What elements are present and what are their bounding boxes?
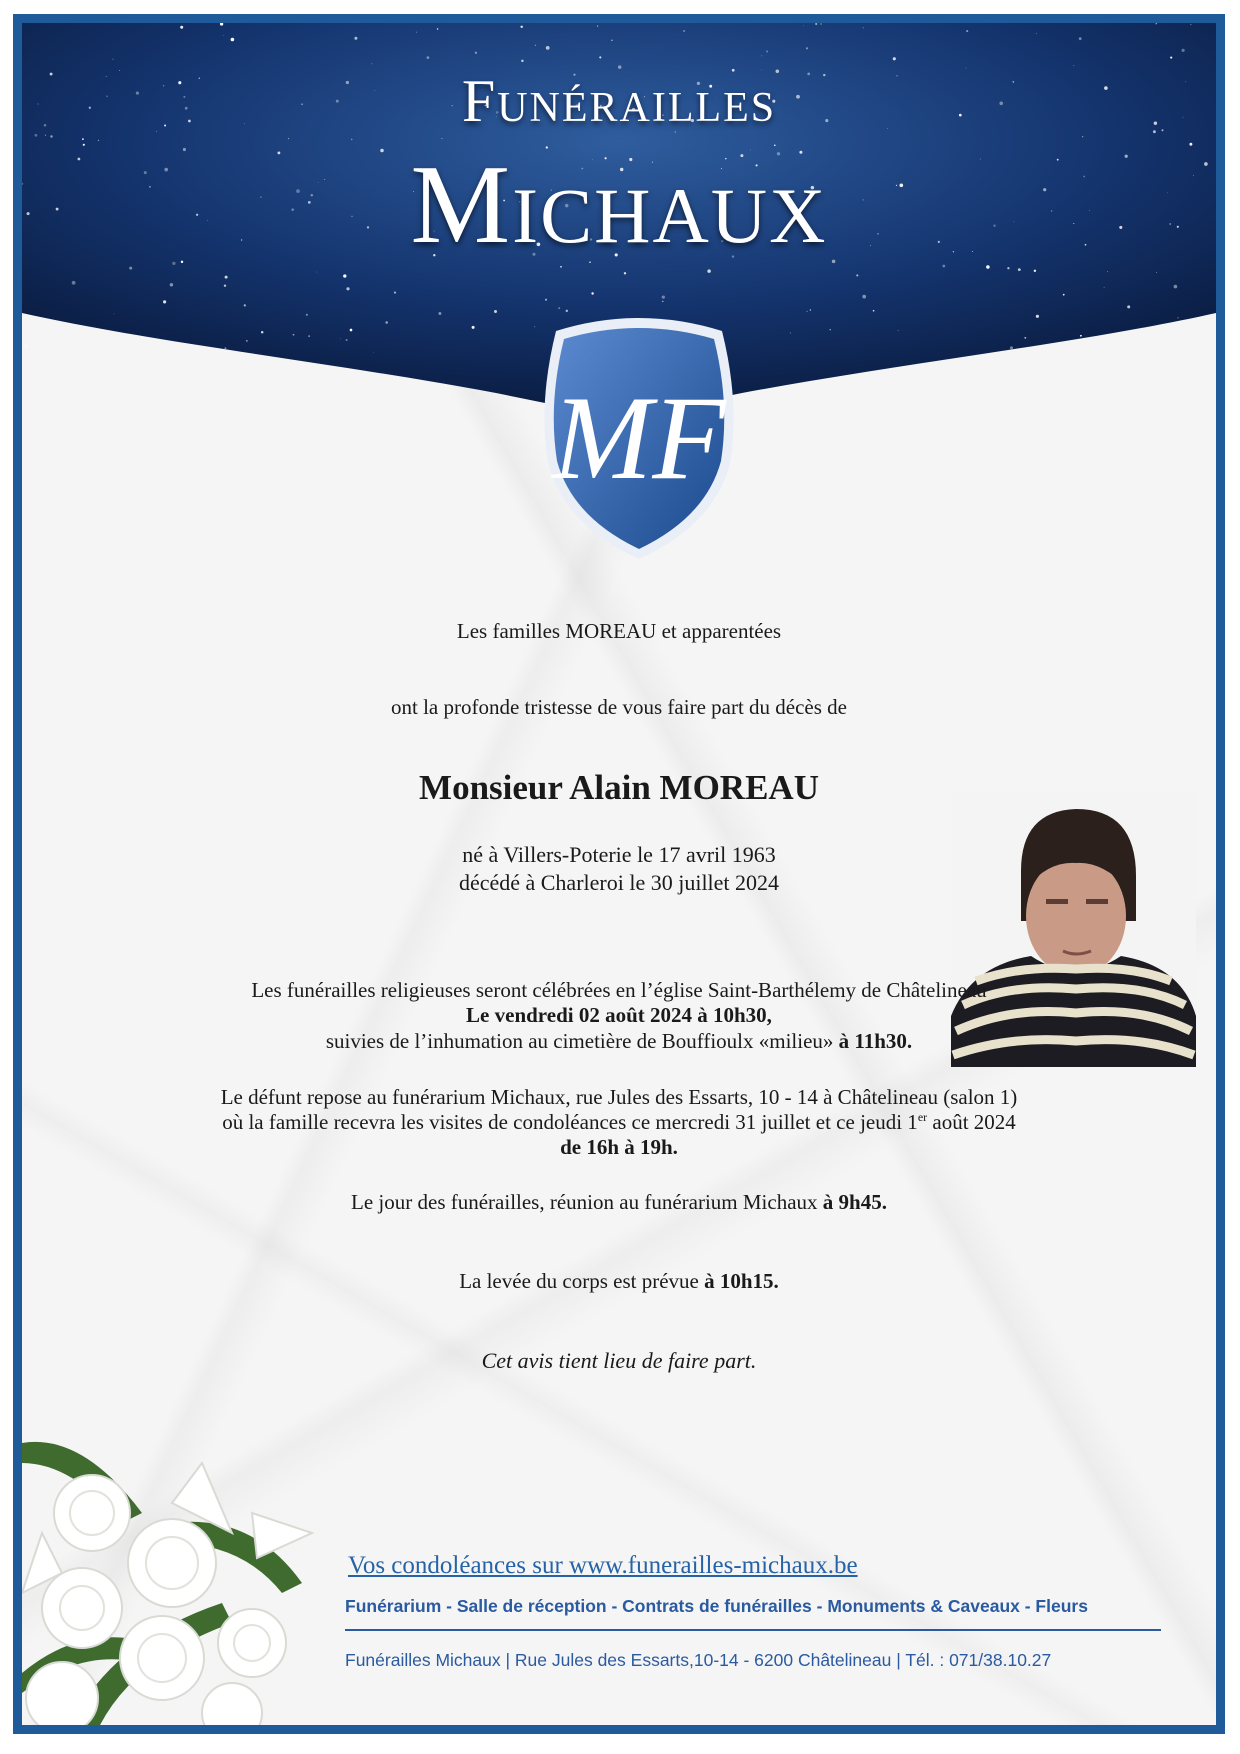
obituary-card	[13, 14, 1225, 1734]
mf-shield-logo	[534, 313, 744, 563]
ceremony-line1: Les funérailles religieuses seront célébrées en l’église Saint-Barthélemy de Châtelineau	[251, 978, 987, 1002]
brand-name-line1: Funérailles	[461, 68, 777, 134]
services-line: Funérarium - Salle de réception - Contrats de funérailles - Monuments & Caveaux - Fleurs	[345, 1596, 1088, 1616]
visits-line2: où la famille recevra les visites de condoléances ce mercredi 31 juillet et ce jeudi 1er août 2024	[222, 1110, 1016, 1134]
families-line: Les familles MOREAU et apparentées	[456, 619, 782, 643]
burial-time: à 11h30.	[838, 1029, 913, 1053]
ceremony-date: Le vendredi 02 août 2024 à 10h30,	[466, 1003, 772, 1027]
death-line: décédé à Charleroi le 30 juillet 2024	[458, 870, 780, 895]
address-line: Funérailles Michaux | Rue Jules des Essarts,10-14 - 6200 Châtelineau | Tél. : 071/38.10.27	[345, 1650, 1052, 1670]
footer-divider	[345, 1629, 1161, 1631]
birth-line: né à Villers-Poterie le 17 avril 1963	[462, 842, 776, 867]
levee-time: à 10h15.	[704, 1269, 779, 1293]
meeting-line: Le jour des funérailles, réunion au funérarium Michaux à 9h45.	[351, 1190, 887, 1214]
levee-line: La levée du corps est prévue à 10h15.	[459, 1269, 779, 1293]
brand-name-line2: Michaux	[410, 143, 828, 267]
visits-line1: Le défunt repose au funérarium Michaux, rue Jules des Essarts, 10 - 14 à Châtelineau (salon 1)	[220, 1085, 1018, 1109]
ceremony-line3: suivies de l’inhumation au cimetière de Bouffioulx «milieu» à 11h30.	[325, 1029, 913, 1053]
notice-line: Cet avis tient lieu de faire part.	[481, 1348, 757, 1373]
white-flowers-bouquet	[22, 1343, 342, 1734]
visits-hours: de 16h à 19h.	[560, 1135, 678, 1159]
meeting-time: à 9h45.	[822, 1190, 887, 1214]
logo-monogram: MF	[552, 371, 726, 504]
intro-line: ont la profonde tristesse de vous faire part du décès de	[390, 695, 847, 719]
deceased-name: Monsieur Alain MOREAU	[419, 768, 819, 807]
condolences-link[interactable]: Vos condoléances sur www.funerailles-michaux.be	[348, 1552, 858, 1579]
